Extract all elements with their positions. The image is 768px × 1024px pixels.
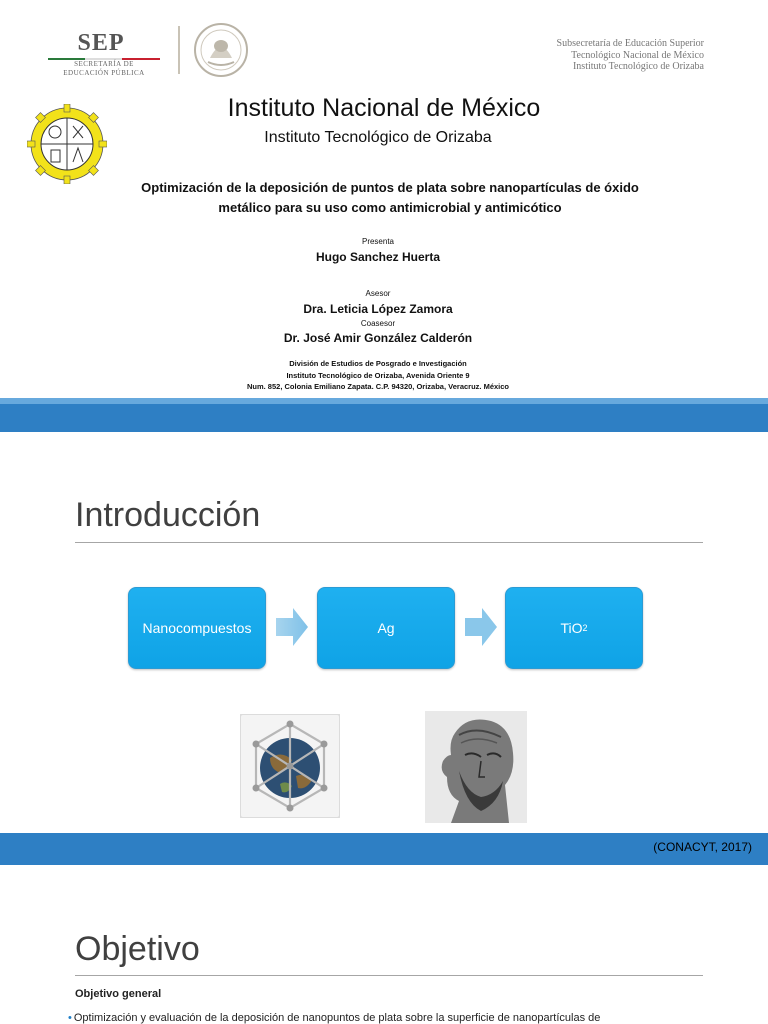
address-line-2: Instituto Tecnológico de Orizaba, Avenida Oriente 9 bbox=[286, 370, 470, 380]
presenta-label: Presenta bbox=[361, 237, 395, 246]
flow-arrow-right-icon bbox=[276, 608, 308, 646]
thesis-title bbox=[80, 178, 700, 218]
bullet-icon: • bbox=[68, 1012, 72, 1024]
coasesor-label: Coasesor bbox=[360, 319, 396, 328]
subsec-line-2: Tecnológico Nacional de México bbox=[571, 49, 704, 61]
flow-box-tio2 bbox=[505, 587, 643, 669]
objetivo-text-body: Optimización y evaluación de la deposición de nanopuntos de plata sobre la superficie de nanopartículas de bbox=[73, 1012, 601, 1024]
objetivo-general-label: Objetivo general bbox=[75, 988, 162, 1000]
sep-logo-subtitle: SECRETARÍA DE EDUCACIÓN PÚBLICA bbox=[63, 60, 145, 77]
introduccion-heading: Introducción bbox=[75, 496, 261, 534]
institute-title: Instituto Nacional de México bbox=[227, 94, 541, 122]
objetivo-general-text bbox=[68, 1012, 600, 1024]
logo-divider bbox=[178, 26, 180, 74]
asesor-label: Asesor bbox=[365, 289, 391, 298]
national-seal-icon bbox=[190, 22, 252, 78]
coasesor-name: Dr. José Amir González Calderón bbox=[283, 331, 473, 345]
sep-logo-word: SEP bbox=[77, 30, 125, 56]
objetivo-heading-rule bbox=[75, 975, 703, 976]
thesis-title-line-1: Optimización de la deposición de puntos de plata sobre nanopartículas de óxido bbox=[141, 180, 639, 195]
subsecretaria-block bbox=[557, 38, 704, 73]
presenter-name: Hugo Sanchez Huerta bbox=[315, 250, 441, 264]
subsec-line-1: Subsecretaría de Educación Superior bbox=[556, 38, 704, 49]
hippocrates-bust-image bbox=[425, 711, 527, 823]
tio2-label: TiO bbox=[560, 620, 583, 636]
flow-arrow-right-icon bbox=[465, 608, 497, 646]
asesor-name: Dra. Leticia López Zamora bbox=[303, 302, 453, 316]
address-line-1: División de Estudios de Posgrado e Investigación bbox=[289, 359, 467, 368]
subsec-line-3: Instituto Tecnológico de Orizaba bbox=[572, 61, 704, 72]
conacyt-citation: (CONACYT, 2017) bbox=[653, 840, 752, 854]
address-block bbox=[0, 358, 756, 393]
address-line-3: Num. 852, Colonia Emiliano Zapata. C.P. 94320, Orizaba, Veracruz. México bbox=[246, 382, 510, 391]
nanostructure-globe-image bbox=[240, 714, 340, 818]
tio2-subscript: 2 bbox=[582, 623, 588, 633]
institute-subtitle: Instituto Tecnológico de Orizaba bbox=[264, 129, 492, 146]
objetivo-heading: Objetivo bbox=[75, 930, 200, 968]
slide1-footer-band bbox=[0, 404, 768, 432]
flow-box-ag: Ag bbox=[317, 587, 455, 669]
thesis-title-line-2: metálico para su uso como antimicrobial y antimicótico bbox=[218, 200, 562, 215]
flow-box-nanocompuestos: Nanocompuestos bbox=[128, 587, 266, 669]
introduccion-heading-rule bbox=[75, 542, 703, 543]
